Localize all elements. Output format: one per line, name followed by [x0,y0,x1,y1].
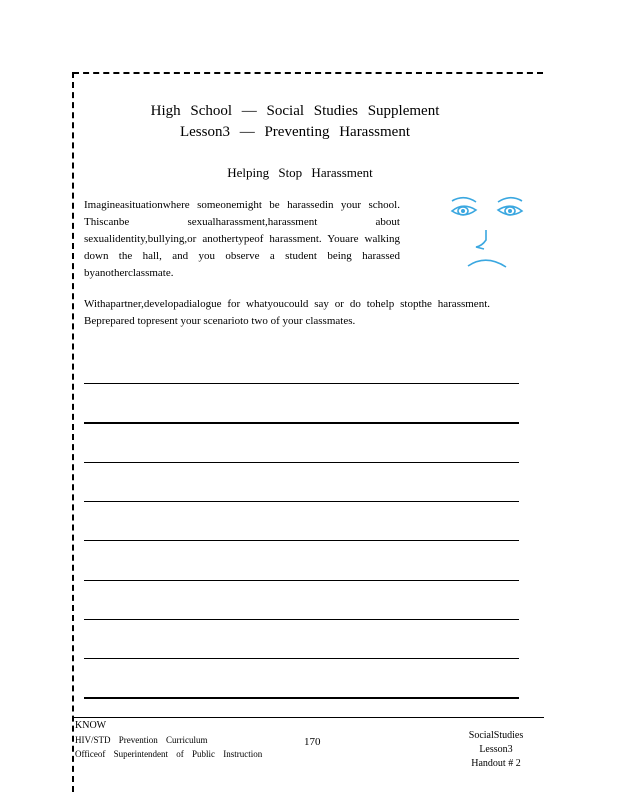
footer-lesson: Lesson3 [479,744,513,755]
writing-line [84,383,519,384]
writing-line [84,580,519,581]
scenario-paragraph: Imagineasituationwhere someonemight be harassedin your school. Thiscanbe sexualharassment,harassment about sexualidentity,bullying,or anothertypeof harassment. Youare walking down the hall, and you observe a student being harassed byanotherclassmate. [84,199,400,279]
writing-line [84,697,519,699]
footer-office: Officeof Superintendent of Public Instruction [75,749,263,759]
page-number: 170 [304,736,321,748]
footer-handout: Handout # 2 [471,758,521,769]
footer-subject: SocialStudies [468,730,524,741]
footer-program: KNOW [75,720,107,731]
writing-line [84,501,519,502]
writing-line [84,658,519,659]
footer-left [75,719,262,761]
lesson-title: Lesson3 — Preventing Harassment [179,124,411,140]
footer-right [456,729,536,771]
footer-rule [74,717,544,718]
page-border-top [73,72,543,74]
writing-line [84,619,519,620]
writing-line [84,462,519,463]
sad-face-icon [446,192,528,274]
writing-line [84,422,519,424]
footer-curriculum: HIV/STD Prevention Curriculum [75,735,208,745]
page-title: High School — Social Studies Supplement [150,103,440,119]
writing-line [84,540,519,541]
instructions-paragraph: Withapartner,developadialogue for whatyoucould say or do tohelp stopthe harassment. Beprepared topresent your scenarioto two of your classmates. [84,298,490,327]
handout-subtitle: Helping Stop Harassment [227,165,373,180]
